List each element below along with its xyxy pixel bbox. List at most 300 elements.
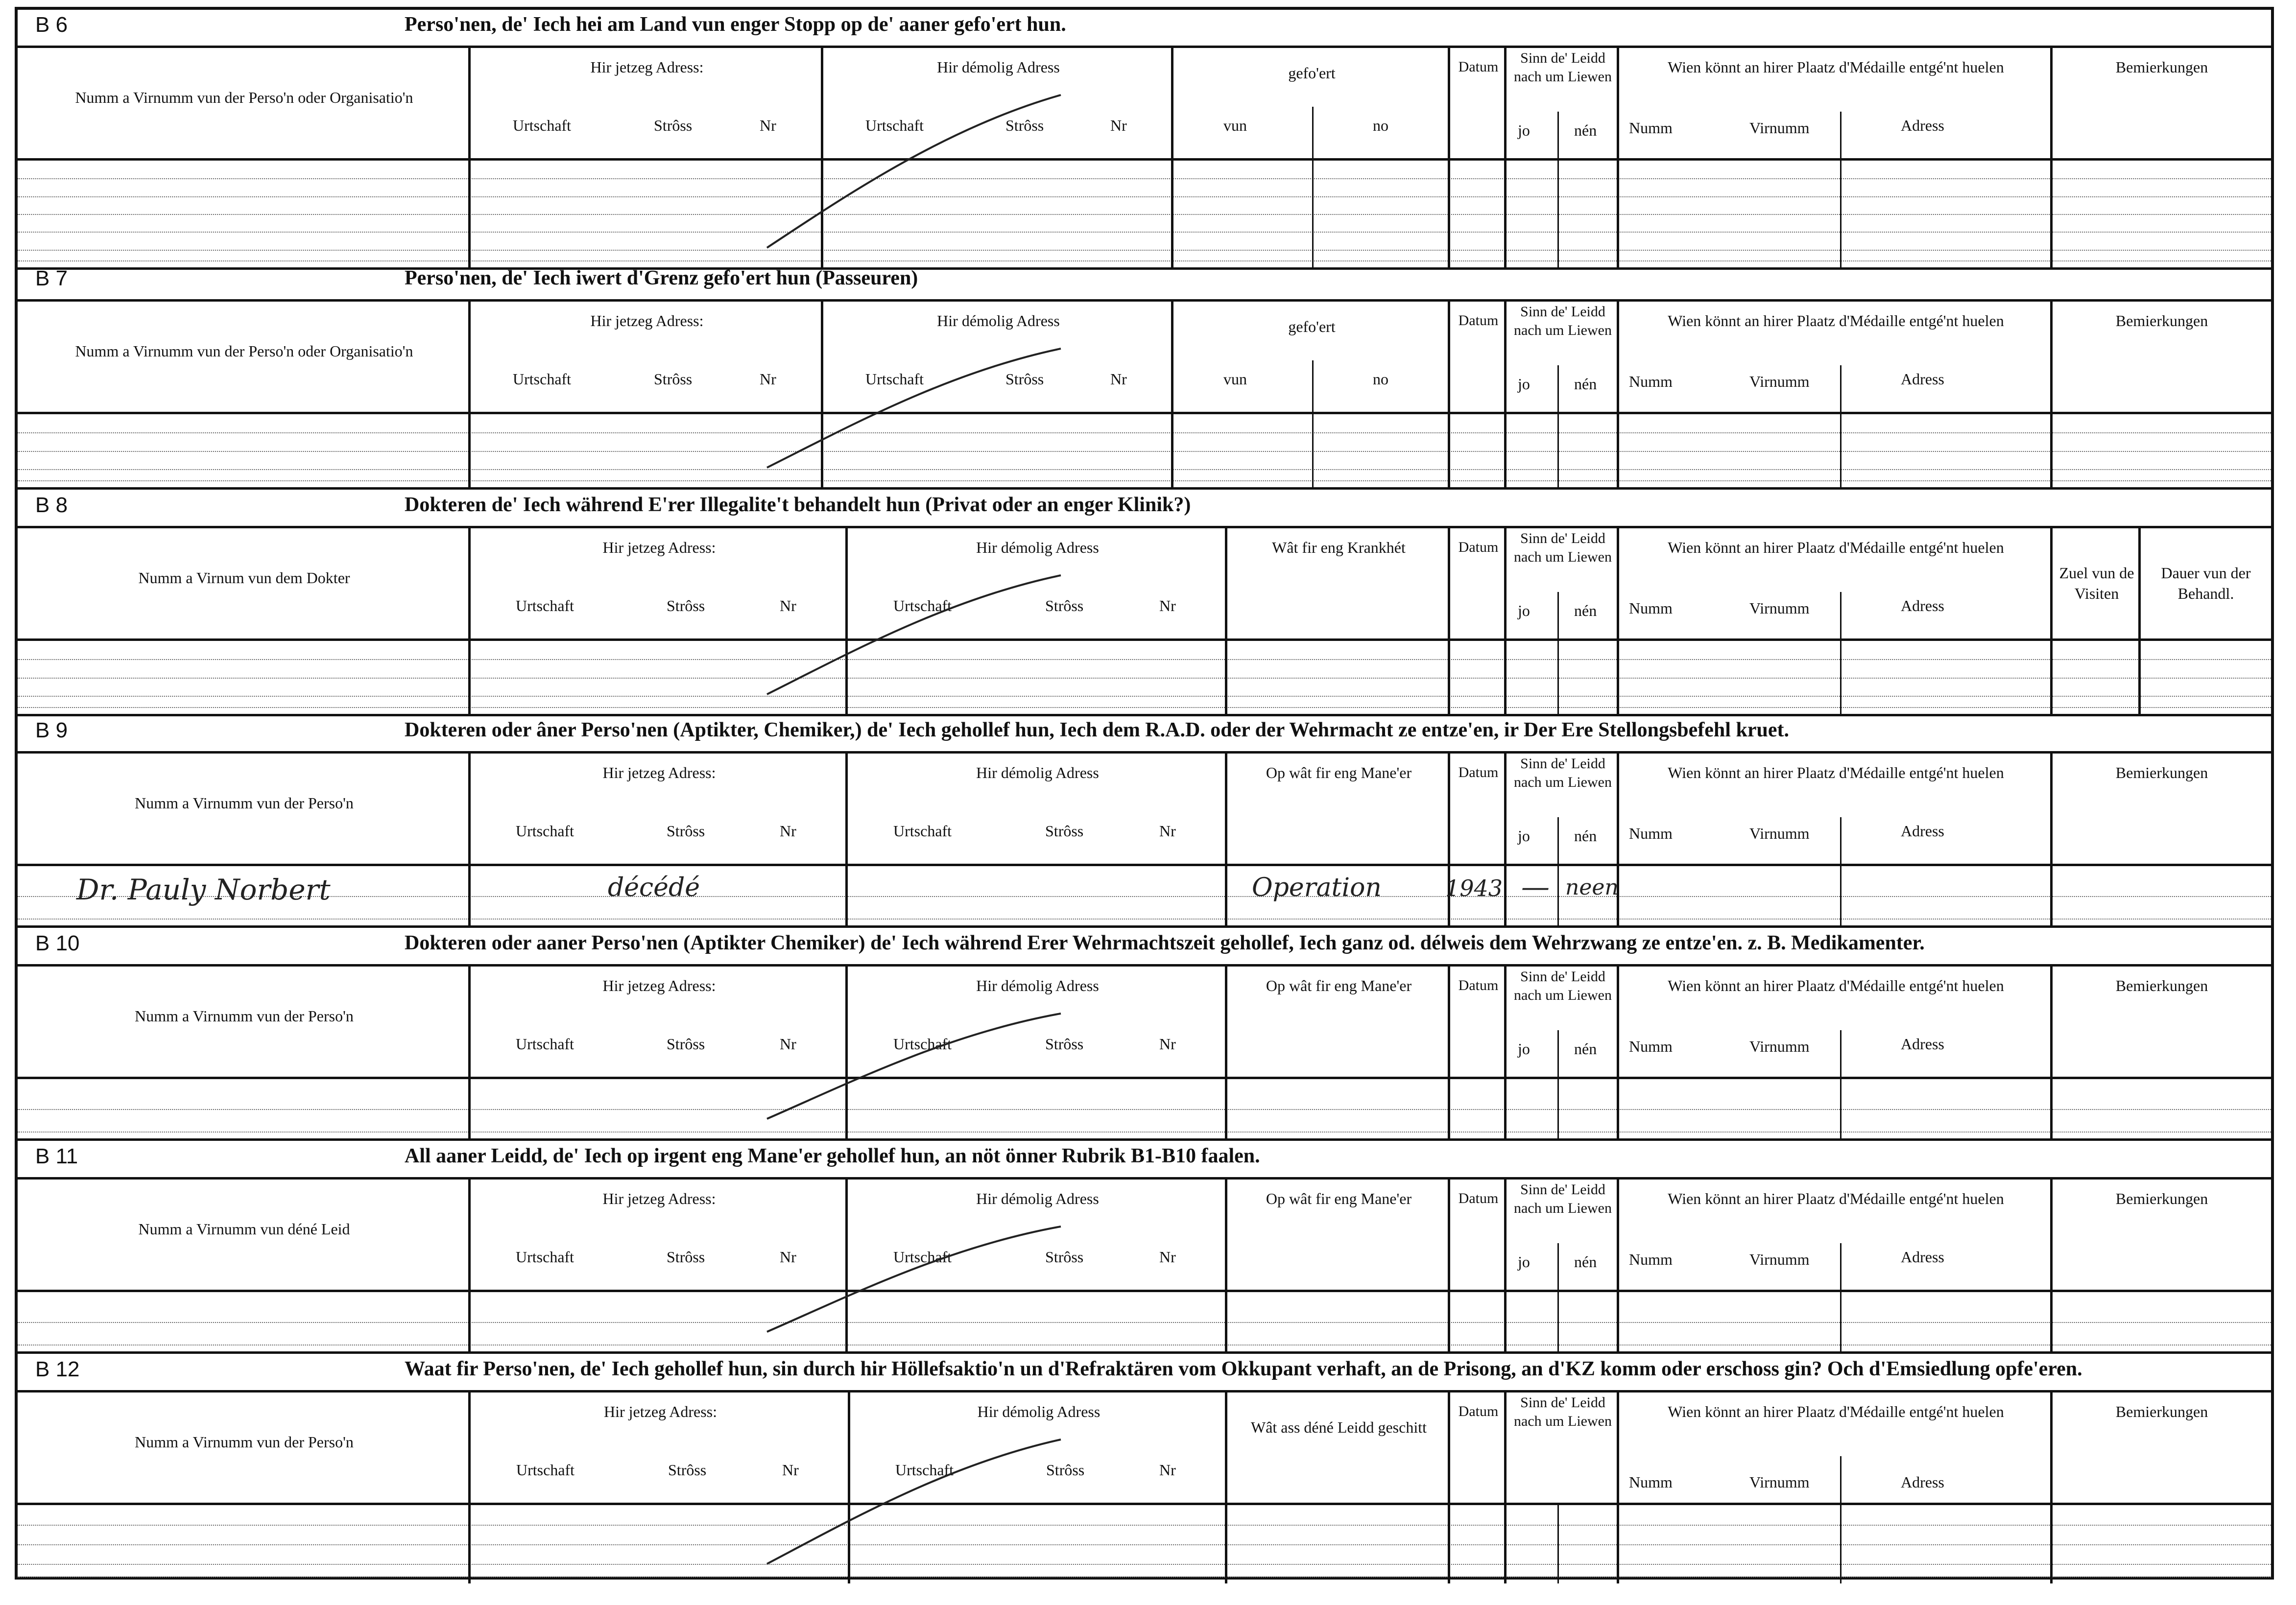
numm-label: Numm	[1629, 1473, 1673, 1491]
cell-med[interactable]	[1619, 1505, 2053, 1583]
cell-dauer[interactable]	[2141, 641, 2271, 714]
stross-label: Strôss	[667, 1248, 705, 1266]
nen-label: nén	[1574, 121, 1597, 139]
stross-label: Strôss	[1045, 597, 1084, 614]
stross-label: Strôss	[1045, 1248, 1084, 1266]
urtschaft-label: Urtschaft	[895, 1461, 954, 1479]
col-opwat	[1227, 754, 1450, 864]
op-wat-header: Op wât fir eng Mane'er	[1266, 1190, 1412, 1207]
sinn-leidd-header: Sinn de' Leidd nach um Liewen	[1514, 1394, 1612, 1429]
bemierkungen-header: Bemierkungen	[2115, 1190, 2208, 1207]
cell-datum[interactable]	[1450, 414, 1507, 487]
col-bem	[2053, 754, 2271, 864]
col-addr2	[848, 967, 1227, 1077]
section-code: B 12	[35, 1357, 80, 1381]
virnumm-label: Virnumm	[1749, 373, 1810, 390]
no-label: no	[1373, 370, 1388, 388]
jo-label: jo	[1518, 1253, 1530, 1271]
section-code: B 7	[35, 266, 68, 290]
urtschaft-label: Urtschaft	[516, 597, 574, 614]
jo-nen-divider	[1557, 817, 1559, 866]
current-address-header: Hir jetzeg Adress:	[602, 539, 716, 556]
cell-name[interactable]	[18, 866, 471, 925]
cell-sinn[interactable]	[1507, 1079, 1619, 1138]
medaille-body-divider	[1840, 641, 1842, 714]
col-watl	[1227, 1393, 1450, 1503]
nr-label: Nr	[1159, 822, 1176, 840]
col-gefo	[1173, 48, 1450, 158]
former-address-header: Hir démolig Adress	[977, 1403, 1100, 1420]
col-name	[18, 967, 471, 1077]
current-address-header: Hir jetzeg Adress:	[602, 977, 716, 994]
sinn-leidd-header: Sinn de' Leidd nach um Liewen	[1514, 1181, 1612, 1216]
medaille-divider	[1840, 365, 1842, 414]
dauer-behandl-header: Dauer vun der Behandl.	[2161, 564, 2251, 602]
former-address-header: Hir démolig Adress	[976, 764, 1099, 781]
cell-name[interactable]	[18, 641, 471, 714]
cell-bem[interactable]	[2053, 1292, 2271, 1351]
col-sinn	[1507, 48, 1619, 158]
nen-label: nén	[1574, 827, 1597, 845]
col-sinn	[1507, 302, 1619, 412]
krankhet-header: Wât fir eng Krankhét	[1272, 539, 1406, 556]
cell-addr2[interactable]	[850, 1505, 1227, 1583]
handwritten-name: Dr. Pauly Norbert	[76, 873, 331, 906]
section-title-bar	[18, 487, 2271, 528]
medaille-divider	[1840, 592, 1842, 641]
nr-label: Nr	[1159, 1035, 1176, 1053]
former-address-header: Hir démolig Adress	[976, 977, 1099, 994]
numm-label: Numm	[1629, 599, 1673, 617]
cell-sinn[interactable]	[1507, 1505, 1619, 1583]
cell-med[interactable]	[1619, 1292, 2053, 1351]
col-bem	[2053, 1180, 2271, 1290]
former-address-header: Hir démolig Adress	[976, 1190, 1099, 1207]
col-gefo	[1173, 302, 1450, 412]
stross-label: Strôss	[667, 822, 705, 840]
adress-label: Adress	[1901, 1473, 1944, 1491]
col-dauer	[2141, 528, 2271, 638]
stross-label: Strôss	[668, 1461, 707, 1479]
adress-label: Adress	[1901, 822, 1944, 840]
datum-header: Datum	[1458, 764, 1499, 780]
section-code: B 11	[35, 1144, 78, 1168]
urtschaft-label: Urtschaft	[516, 1248, 574, 1266]
section-body	[18, 641, 2271, 714]
virnumm-label: Virnumm	[1749, 825, 1810, 842]
section-b12	[18, 1351, 2271, 1583]
section-header-row	[18, 302, 2271, 414]
handwritten-nen: neen	[1565, 875, 1619, 900]
col-addr1	[471, 302, 823, 412]
nr-label: Nr	[782, 1461, 799, 1479]
col-datum	[1450, 302, 1507, 412]
section-body	[18, 414, 2271, 487]
section-code: B 6	[35, 13, 68, 37]
jo-label: jo	[1518, 121, 1530, 139]
jo-label: jo	[1518, 602, 1530, 619]
gefoert-body-divider	[1312, 414, 1314, 487]
jo-nen-body-divider	[1557, 866, 1559, 925]
nr-label: Nr	[780, 1248, 796, 1266]
cell-datum[interactable]	[1450, 161, 1507, 267]
cell-addr1[interactable]	[471, 1505, 850, 1583]
col-sinn	[1507, 1393, 1619, 1503]
urtschaft-label: Urtschaft	[893, 597, 952, 614]
former-address-header: Hir démolig Adress	[937, 58, 1060, 76]
section-b7	[18, 260, 2271, 490]
col-name	[18, 302, 471, 412]
medaille-divider	[1840, 817, 1842, 866]
jo-nen-divider	[1557, 112, 1559, 161]
nr-label: Nr	[780, 597, 796, 614]
cell-sinn[interactable]	[1507, 866, 1619, 925]
no-label: no	[1373, 117, 1388, 134]
col-zuel	[2053, 528, 2141, 638]
former-address-header: Hir démolig Adress	[976, 539, 1099, 556]
jo-nen-divider	[1557, 365, 1559, 414]
cell-addr1[interactable]	[471, 1292, 848, 1351]
cell-name[interactable]	[18, 1079, 471, 1138]
adress-label: Adress	[1901, 117, 1944, 134]
cell-gefo[interactable]	[1173, 161, 1450, 267]
name-column-header: Numm a Virnumm vun der Perso'n	[135, 1007, 354, 1025]
handwritten-manner: Operation	[1252, 873, 1382, 902]
medaille-header: Wien könnt an hirer Plaatz d'Médaille entgé'nt huelen	[1668, 58, 2004, 76]
col-med	[1619, 48, 2053, 158]
jo-nen-body-divider	[1557, 641, 1559, 714]
stross-label: Strôss	[654, 370, 693, 388]
sinn-leidd-header: Sinn de' Leidd nach um Liewen	[1514, 304, 1612, 338]
col-addr1	[471, 754, 848, 864]
cell-med[interactable]	[1619, 641, 2053, 714]
cell-addr2[interactable]	[848, 1079, 1227, 1138]
section-title: Waat fir Perso'nen, de' Iech gehollef hun, sin durch hir Höllefsaktio'n un d'Refraktären vom Okkupant verhaft, an de Prisong, an d'KZ komm oder erschoss gin? Och d'Emsiedlung opfe'eren.	[405, 1358, 2082, 1380]
section-header-row	[18, 754, 2271, 866]
cell-bem[interactable]	[2053, 1505, 2271, 1583]
section-b11	[18, 1138, 2271, 1354]
numm-label: Numm	[1629, 119, 1673, 137]
jo-nen-body-divider	[1557, 161, 1559, 267]
nen-label: nén	[1574, 1040, 1597, 1058]
current-address-header: Hir jetzeg Adress:	[590, 312, 704, 330]
name-column-header: Numm a Virnumm vun déné Leid	[138, 1220, 350, 1238]
cell-addr1[interactable]	[471, 866, 848, 925]
col-datum	[1450, 48, 1507, 158]
bemierkungen-header: Bemierkungen	[2115, 58, 2208, 76]
col-bem	[2053, 48, 2271, 158]
op-wat-header: Op wât fir eng Mane'er	[1266, 764, 1412, 781]
stross-label: Strôss	[654, 117, 693, 134]
cell-bem[interactable]	[2053, 866, 2271, 925]
medaille-body-divider	[1840, 1079, 1842, 1138]
section-code: B 9	[35, 718, 68, 742]
zuel-visiten-header: Zuel vun de Visiten	[2059, 564, 2134, 602]
cell-name[interactable]	[18, 1505, 471, 1583]
gefoert-divider	[1312, 360, 1314, 414]
col-med	[1619, 754, 2053, 864]
section-body	[18, 1505, 2271, 1583]
col-med	[1619, 1180, 2053, 1290]
section-title: Dokteren oder âner Perso'nen (Aptikter, Chemiker,) de' Iech gehollef hun, Iech dem R.A.D. oder der Wehrmacht ze entze'en, ir Der Ere Stellongsbefehl kruet.	[405, 719, 1789, 741]
urtschaft-label: Urtschaft	[893, 1248, 952, 1266]
medaille-header: Wien könnt an hirer Plaatz d'Médaille entgé'nt huelen	[1668, 312, 2004, 330]
name-column-header: Numm a Virnumm vun der Perso'n oder Organisatio'n	[75, 342, 413, 360]
name-column-header: Numm a Virnum vun dem Dokter	[138, 569, 350, 587]
cell-med[interactable]	[1619, 866, 2053, 925]
urtschaft-label: Urtschaft	[513, 117, 572, 134]
jo-nen-body-divider	[1557, 1079, 1559, 1138]
cell-watl[interactable]	[1227, 1505, 1450, 1583]
col-sinn	[1507, 754, 1619, 864]
urtschaft-label: Urtschaft	[865, 370, 924, 388]
nr-label: Nr	[760, 117, 776, 134]
medaille-header: Wien könnt an hirer Plaatz d'Médaille entgé'nt huelen	[1668, 764, 2004, 781]
section-title-bar	[18, 1138, 2271, 1180]
section-title-bar	[18, 712, 2271, 754]
section-title-bar	[18, 260, 2271, 302]
cell-krank[interactable]	[1227, 641, 1450, 714]
adress-label: Adress	[1901, 1248, 1944, 1266]
handwritten-place: décédé	[608, 873, 700, 902]
col-name	[18, 754, 471, 864]
col-sinn	[1507, 528, 1619, 638]
medaille-header: Wien könnt an hirer Plaatz d'Médaille entgé'nt huelen	[1668, 977, 2004, 994]
gefoert-header: gefo'ert	[1288, 64, 1336, 82]
gefoert-header: gefo'ert	[1288, 318, 1336, 335]
col-name	[18, 48, 471, 158]
urtschaft-label: Urtschaft	[516, 1035, 574, 1053]
stross-label: Strôss	[667, 597, 705, 614]
virnumm-label: Virnumm	[1749, 119, 1810, 137]
cell-name[interactable]	[18, 1292, 471, 1351]
op-wat-header: Op wât fir eng Mane'er	[1266, 977, 1412, 994]
col-datum	[1450, 1393, 1507, 1503]
urtschaft-label: Urtschaft	[893, 1035, 952, 1053]
section-header-row	[18, 528, 2271, 641]
col-med	[1619, 1393, 2053, 1503]
cell-datum[interactable]	[1450, 1505, 1507, 1583]
col-bem	[2053, 1393, 2271, 1503]
cell-datum[interactable]	[1450, 641, 1507, 714]
section-code: B 10	[35, 931, 80, 955]
current-address-header: Hir jetzeg Adress:	[602, 764, 716, 781]
cell-gefo[interactable]	[1173, 414, 1450, 487]
cell-sinn[interactable]	[1507, 414, 1619, 487]
col-med	[1619, 302, 2053, 412]
datum-header: Datum	[1458, 59, 1499, 75]
section-b8	[18, 487, 2271, 716]
urtschaft-label: Urtschaft	[893, 822, 952, 840]
section-title: All aaner Leidd, de' Iech op irgent eng Mane'er gehollef hun, an nöt önner Rubrik B1-B10 faalen.	[405, 1145, 1260, 1167]
cell-sinn[interactable]	[1507, 161, 1619, 267]
numm-label: Numm	[1629, 1251, 1673, 1268]
col-addr1	[471, 48, 823, 158]
col-datum	[1450, 754, 1507, 864]
cell-name[interactable]	[18, 161, 471, 267]
jo-label: jo	[1518, 1040, 1530, 1058]
col-opwat	[1227, 967, 1450, 1077]
adress-label: Adress	[1901, 370, 1944, 388]
gefoert-divider	[1312, 107, 1314, 161]
cell-bem[interactable]	[2053, 1079, 2271, 1138]
datum-header: Datum	[1458, 977, 1499, 993]
name-column-header: Numm a Virnumm vun der Perso'n	[135, 1433, 354, 1451]
name-column-header: Numm a Virnumm vun der Perso'n oder Organisatio'n	[75, 89, 413, 106]
nen-label: nén	[1574, 1253, 1597, 1271]
jo-nen-divider	[1557, 1030, 1559, 1079]
stross-label: Strôss	[1046, 1461, 1085, 1479]
cell-addr2[interactable]	[848, 641, 1227, 714]
cell-name[interactable]	[18, 414, 471, 487]
medaille-divider	[1840, 112, 1842, 161]
jo-nen-divider	[1557, 592, 1559, 641]
cell-addr1[interactable]	[471, 641, 848, 714]
medaille-body-divider	[1840, 1505, 1842, 1583]
col-datum	[1450, 528, 1507, 638]
section-header-row	[18, 1180, 2271, 1292]
vun-label: vun	[1223, 117, 1247, 134]
wat-leidd-header: Wât ass déné Leidd geschitt	[1251, 1418, 1427, 1436]
urtschaft-label: Urtschaft	[516, 1461, 575, 1479]
jo-nen-divider	[1557, 1243, 1559, 1292]
col-name	[18, 528, 471, 638]
nr-label: Nr	[1159, 597, 1176, 614]
current-address-header: Hir jetzeg Adress:	[603, 1403, 718, 1420]
name-column-header: Numm a Virnumm vun der Perso'n	[135, 794, 354, 812]
cell-addr2[interactable]	[848, 1292, 1227, 1351]
section-b9	[18, 712, 2271, 928]
medaille-header: Wien könnt an hirer Plaatz d'Médaille entgé'nt huelen	[1668, 539, 2004, 556]
section-title: Perso'nen, de' Iech iwert d'Grenz gefo'ert hun (Passeuren)	[405, 267, 918, 289]
medaille-divider	[1840, 1243, 1842, 1292]
virnumm-label: Virnumm	[1749, 1473, 1810, 1491]
section-header-row	[18, 967, 2271, 1079]
jo-nen-body-divider	[1557, 1505, 1559, 1583]
cell-med[interactable]	[1619, 414, 2053, 487]
nr-label: Nr	[1110, 117, 1127, 134]
cell-med[interactable]	[1619, 161, 2053, 267]
numm-label: Numm	[1629, 373, 1673, 390]
section-title-bar	[18, 7, 2271, 48]
section-header-row	[18, 1393, 2271, 1505]
cell-med[interactable]	[1619, 1079, 2053, 1138]
col-addr1	[471, 1180, 848, 1290]
cell-addr2[interactable]	[848, 866, 1227, 925]
medaille-divider	[1840, 1456, 1842, 1505]
medaille-body-divider	[1840, 414, 1842, 487]
section-header-row	[18, 48, 2271, 161]
cell-addr2[interactable]	[823, 414, 1173, 487]
col-addr2	[850, 1393, 1227, 1503]
col-bem	[2053, 967, 2271, 1077]
current-address-header: Hir jetzeg Adress:	[602, 1190, 716, 1207]
bemierkungen-header: Bemierkungen	[2115, 1403, 2208, 1420]
urtschaft-label: Urtschaft	[513, 370, 572, 388]
col-addr2	[848, 528, 1227, 638]
col-name	[18, 1180, 471, 1290]
cell-opwat[interactable]	[1227, 1079, 1450, 1138]
bemierkungen-header: Bemierkungen	[2115, 312, 2208, 330]
sinn-leidd-header: Sinn de' Leidd nach um Liewen	[1514, 755, 1612, 790]
col-addr1	[471, 967, 848, 1077]
nr-label: Nr	[760, 370, 776, 388]
cell-datum[interactable]	[1450, 1079, 1507, 1138]
cell-addr1[interactable]	[471, 414, 823, 487]
section-code: B 8	[35, 493, 68, 517]
cell-sinn[interactable]	[1507, 1292, 1619, 1351]
col-opwat	[1227, 1180, 1450, 1290]
cell-datum[interactable]	[1450, 1292, 1507, 1351]
col-bem	[2053, 302, 2271, 412]
col-krank	[1227, 528, 1450, 638]
adress-label: Adress	[1901, 1035, 1944, 1053]
section-b10	[18, 925, 2271, 1141]
col-addr1	[471, 528, 848, 638]
cell-opwat[interactable]	[1227, 866, 1450, 925]
sinn-leidd-header: Sinn de' Leidd nach um Liewen	[1514, 968, 1612, 1003]
col-addr2	[823, 302, 1173, 412]
bemierkungen-header: Bemierkungen	[2115, 764, 2208, 781]
nr-label: Nr	[1159, 1461, 1176, 1479]
virnumm-label: Virnumm	[1749, 1038, 1810, 1055]
datum-header: Datum	[1458, 1190, 1499, 1206]
nr-label: Nr	[1159, 1248, 1176, 1266]
gefoert-body-divider	[1312, 161, 1314, 267]
nen-label: nén	[1574, 375, 1597, 393]
jo-nen-body-divider	[1557, 1292, 1559, 1351]
bemierkungen-header: Bemierkungen	[2115, 977, 2208, 994]
cell-addr2[interactable]	[823, 161, 1173, 267]
cell-addr1[interactable]	[471, 1079, 848, 1138]
col-sinn	[1507, 1180, 1619, 1290]
medaille-body-divider	[1840, 161, 1842, 267]
cell-bem[interactable]	[2053, 414, 2271, 487]
cell-sinn[interactable]	[1507, 641, 1619, 714]
col-datum	[1450, 967, 1507, 1077]
sinn-leidd-header: Sinn de' Leidd nach um Liewen	[1514, 530, 1612, 565]
cell-datum[interactable]	[1445, 866, 1507, 925]
section-title-bar	[18, 925, 2271, 967]
virnumm-label: Virnumm	[1749, 599, 1810, 617]
datum-header: Datum	[1458, 312, 1499, 329]
handwritten-jo: —	[1521, 870, 1550, 903]
medaille-divider	[1840, 1030, 1842, 1079]
col-med	[1619, 528, 2053, 638]
medaille-header: Wien könnt an hirer Plaatz d'Médaille entgé'nt huelen	[1668, 1403, 2004, 1420]
handwritten-date: 1943	[1445, 875, 1503, 901]
col-datum	[1450, 1180, 1507, 1290]
cell-addr1[interactable]	[471, 161, 823, 267]
cell-zuel[interactable]	[2053, 641, 2141, 714]
col-addr1	[471, 1393, 850, 1503]
medaille-body-divider	[1840, 866, 1842, 925]
vun-label: vun	[1223, 370, 1247, 388]
jo-nen-body-divider	[1557, 414, 1559, 487]
datum-header: Datum	[1458, 539, 1499, 555]
cell-opwat[interactable]	[1227, 1292, 1450, 1351]
nen-label: nén	[1574, 602, 1597, 619]
col-addr2	[848, 1180, 1227, 1290]
section-title: Perso'nen, de' Iech hei am Land vun enger Stopp op de' aaner gefo'ert hun.	[405, 13, 1066, 36]
medaille-body-divider	[1840, 1292, 1842, 1351]
nr-label: Nr	[780, 822, 796, 840]
cell-bem[interactable]	[2053, 161, 2271, 267]
col-sinn	[1507, 967, 1619, 1077]
stross-label: Strôss	[1005, 370, 1044, 388]
urtschaft-label: Urtschaft	[865, 117, 924, 134]
jo-label: jo	[1518, 827, 1530, 845]
